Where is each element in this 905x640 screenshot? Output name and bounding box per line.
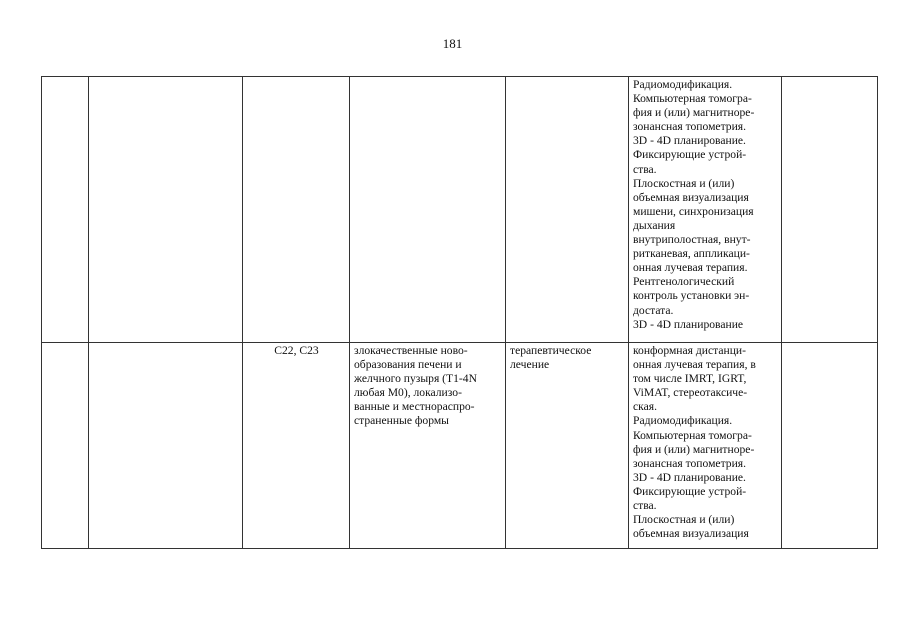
diagnosis-line: злокачественные ново-	[354, 344, 468, 357]
diagnosis-line: страненные формы	[354, 414, 449, 428]
method-line: внутриполостная, внут-	[633, 233, 751, 247]
row-number-cell	[42, 77, 89, 343]
care-type-cell	[89, 343, 243, 549]
method-line: ства.	[633, 162, 657, 176]
method-line: ритканевая, аппликаци-	[633, 247, 750, 261]
method-line: Компьютерная томогра-	[633, 428, 752, 442]
method-line: зонансная топометрия.	[633, 120, 747, 134]
icd-codes-cell	[243, 77, 350, 343]
icd-codes-cell: C22, C23	[243, 343, 350, 549]
method-line: ViMAT, стереотаксиче-	[633, 386, 748, 400]
diagnosis-cell	[350, 343, 506, 549]
treatment-type-cell	[506, 77, 629, 343]
method-line: Плоскостная и (или)	[633, 513, 735, 527]
extra-cell	[782, 77, 878, 343]
method-line: достата.	[633, 303, 674, 317]
method-line: зонансная топометрия.	[633, 456, 747, 470]
method-line: 3D - 4D планирование	[633, 317, 744, 331]
diagnosis-line: любая M0), локализо-	[354, 386, 462, 400]
diagnosis-line: ванные и местнораспро-	[354, 400, 475, 414]
treatment-type-cell: терапевтическое лечение	[506, 343, 629, 549]
diagnosis-line: образования печени и	[354, 358, 462, 372]
method-line: ская.	[633, 400, 657, 414]
method-line: Фиксирующие устрой-	[633, 484, 747, 498]
method-line: мишени, синхронизация	[633, 204, 754, 218]
method-line: онная лучевая терапия.	[633, 261, 748, 275]
method-line: Радиомодификация.	[633, 78, 733, 91]
page-number: 181	[442, 36, 463, 51]
method-line: Плоскостная и (или)	[633, 176, 735, 190]
method-line: Радиомодификация.	[633, 414, 733, 428]
extra-cell	[782, 343, 878, 549]
method-line: Компьютерная томогра-	[633, 92, 752, 106]
method-line: 3D - 4D планирование.	[633, 134, 746, 148]
method-line: 3D - 4D планирование.	[633, 470, 746, 484]
method-line: Фиксирующие устрой-	[633, 148, 747, 162]
diagnosis-cell	[350, 77, 506, 343]
method-line: конформная дистанци-	[633, 344, 746, 357]
method-line: объемная визуализация	[633, 190, 749, 204]
method-line: контроль установки эн-	[633, 289, 750, 303]
table-row	[42, 343, 878, 549]
table-row	[42, 77, 878, 343]
care-type-cell	[89, 77, 243, 343]
method-line: онная лучевая терапия, в	[633, 358, 756, 372]
method-line: ства.	[633, 499, 657, 513]
treatment-method-cell	[629, 343, 782, 549]
method-line: том числе IMRT, IGRT,	[633, 372, 747, 386]
method-line: Рентгенологический	[633, 275, 735, 289]
care-types-table	[41, 76, 878, 549]
row-number-cell	[42, 343, 89, 549]
method-line: дыхания	[633, 218, 676, 232]
method-line: фия и (или) магнитноре-	[633, 106, 755, 120]
method-line: объемная визуализация	[633, 527, 749, 541]
treatment-method-cell	[629, 77, 782, 343]
diagnosis-line: желчного пузыря (T1-4N	[354, 372, 477, 386]
method-line: фия и (или) магнитноре-	[633, 442, 755, 456]
